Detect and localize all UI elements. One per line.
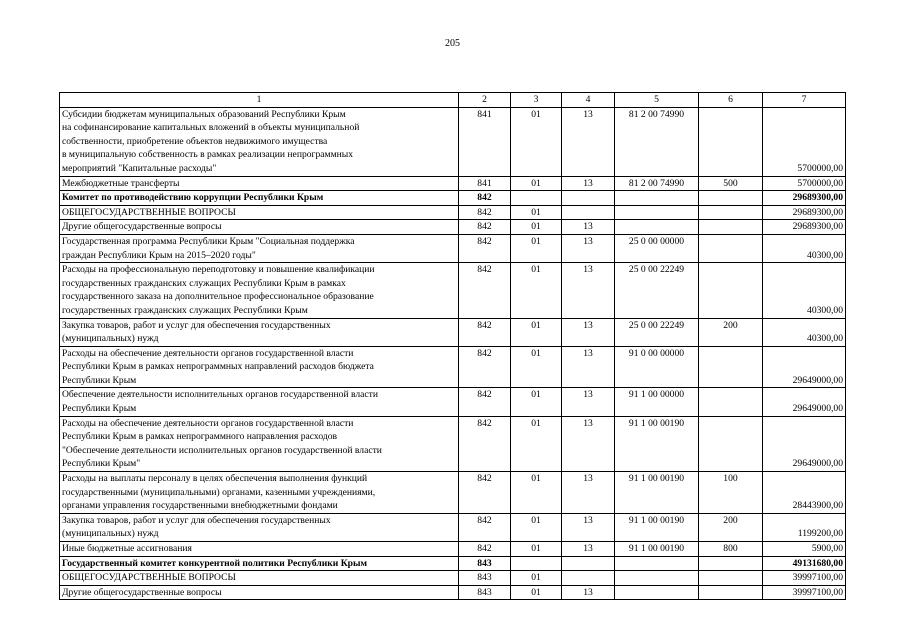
cell-ved: 843: [459, 556, 511, 571]
cell-name: Расходы на обеспечение деятельности органов государственной власти Республики Крым в рамках непрограммного направления расходов "Обеспечение деятельности исполнительных органов государственной власти Республики Крым": [60, 416, 459, 471]
table-row: [60, 542, 846, 557]
cell-subsection: 13: [562, 234, 615, 262]
cell-expense-type: [699, 191, 763, 206]
table-row: [60, 176, 846, 191]
cell-expense-type: [699, 585, 763, 600]
cell-target-article: [615, 585, 699, 600]
cell-target-article: 81 2 00 74990: [615, 176, 699, 191]
cell-section: 01: [511, 513, 562, 541]
cell-target-article: [615, 571, 699, 586]
cell-name: Государственный комитет конкурентной политики Республики Крым: [60, 556, 459, 571]
header-col-6: 6: [699, 93, 763, 108]
cell-section: [511, 191, 562, 206]
cell-expense-type: [699, 107, 763, 176]
cell-expense-type: [699, 388, 763, 416]
cell-subsection: 13: [562, 220, 615, 235]
cell-name: Закупка товаров, работ и услуг для обеспечения государственных (муниципальных) нужд: [60, 513, 459, 541]
cell-amount: 39997100,00: [763, 585, 846, 600]
cell-amount: 40300,00: [763, 234, 846, 262]
cell-subsection: 13: [562, 318, 615, 346]
cell-expense-type: 200: [699, 513, 763, 541]
table-row: [60, 220, 846, 235]
cell-section: 01: [511, 205, 562, 220]
cell-subsection: 13: [562, 346, 615, 388]
cell-expense-type: [699, 346, 763, 388]
cell-amount: 1199200,00: [763, 513, 846, 541]
cell-expense-type: 100: [699, 472, 763, 514]
cell-name: Расходы на обеспечение деятельности органов государственной власти Республики Крым в рамках непрограммных направлений расходов бюджета Республики Крым: [60, 346, 459, 388]
cell-name: Государственная программа Республики Крым "Социальная поддержка граждан Республики Крым на 2015–2020 годы": [60, 234, 459, 262]
table-row: [60, 318, 846, 346]
cell-amount: 49131680,00: [763, 556, 846, 571]
cell-name: Субсидии бюджетам муниципальных образований Республики Крым на софинансирование капитальных вложений в объекты муниципальной собственности, приобретение объектов недвижимого имущества в муниципальную собственность в рамках реализации непрограммных мероприятий "Капитальные расходы": [60, 107, 459, 176]
cell-ved: 843: [459, 585, 511, 600]
cell-target-article: 91 1 00 00190: [615, 542, 699, 557]
cell-target-article: 91 1 00 00190: [615, 416, 699, 471]
cell-ved: 841: [459, 176, 511, 191]
cell-target-article: [615, 556, 699, 571]
header-col-7: 7: [763, 93, 846, 108]
cell-name: Закупка товаров, работ и услуг для обеспечения государственных (муниципальных) нужд: [60, 318, 459, 346]
cell-target-article: 91 1 00 00190: [615, 513, 699, 541]
cell-subsection: [562, 191, 615, 206]
cell-ved: 842: [459, 191, 511, 206]
cell-ved: 842: [459, 318, 511, 346]
cell-subsection: 13: [562, 416, 615, 471]
cell-ved: 842: [459, 416, 511, 471]
cell-target-article: [615, 220, 699, 235]
header-col-2: 2: [459, 93, 511, 108]
table-row: [60, 571, 846, 586]
cell-name: Другие общегосударственные вопросы: [60, 585, 459, 600]
cell-expense-type: 200: [699, 318, 763, 346]
cell-subsection: 13: [562, 388, 615, 416]
cell-ved: 843: [459, 571, 511, 586]
table-row: [60, 513, 846, 541]
cell-expense-type: 500: [699, 176, 763, 191]
table-row: [60, 191, 846, 206]
cell-section: 01: [511, 585, 562, 600]
cell-target-article: 25 0 00 00000: [615, 234, 699, 262]
cell-expense-type: [699, 220, 763, 235]
cell-name: Иные бюджетные ассигнования: [60, 542, 459, 557]
cell-section: 01: [511, 220, 562, 235]
cell-name: Обеспечение деятельности исполнительных органов государственной власти Республики Крым: [60, 388, 459, 416]
cell-subsection: 13: [562, 107, 615, 176]
header-col-5: 5: [615, 93, 699, 108]
cell-section: 01: [511, 388, 562, 416]
cell-target-article: 25 0 00 22249: [615, 263, 699, 318]
cell-name: Комитет по противодействию коррупции Республики Крым: [60, 191, 459, 206]
cell-section: 01: [511, 234, 562, 262]
cell-ved: 842: [459, 472, 511, 514]
table-row: [60, 472, 846, 514]
cell-ved: 842: [459, 263, 511, 318]
cell-amount: 29689300,00: [763, 191, 846, 206]
cell-subsection: 13: [562, 176, 615, 191]
cell-name: Расходы на выплаты персоналу в целях обеспечения выполнения функций государственными (муниципальными) органами, казенными учреждениями, органами управления государственными внебюджетными фондами: [60, 472, 459, 514]
table-row: [60, 263, 846, 318]
cell-expense-type: [699, 556, 763, 571]
cell-amount: 5700000,00: [763, 107, 846, 176]
cell-ved: 842: [459, 388, 511, 416]
cell-amount: 29649000,00: [763, 346, 846, 388]
budget-table: [59, 92, 846, 600]
cell-amount: 28443900,00: [763, 472, 846, 514]
cell-ved: 842: [459, 205, 511, 220]
cell-section: 01: [511, 318, 562, 346]
cell-expense-type: 800: [699, 542, 763, 557]
cell-ved: 842: [459, 346, 511, 388]
cell-amount: 40300,00: [763, 263, 846, 318]
cell-target-article: 91 1 00 00000: [615, 388, 699, 416]
cell-subsection: [562, 205, 615, 220]
cell-ved: 842: [459, 542, 511, 557]
cell-target-article: 25 0 00 22249: [615, 318, 699, 346]
cell-ved: 842: [459, 513, 511, 541]
cell-expense-type: [699, 205, 763, 220]
cell-subsection: 13: [562, 263, 615, 318]
cell-amount: 5700000,00: [763, 176, 846, 191]
page-number: 205: [445, 38, 460, 49]
cell-expense-type: [699, 571, 763, 586]
header-col-3: 3: [511, 93, 562, 108]
cell-section: [511, 556, 562, 571]
cell-target-article: [615, 205, 699, 220]
table-row: [60, 556, 846, 571]
cell-name: Другие общегосударственные вопросы: [60, 220, 459, 235]
cell-name: ОБЩЕГОСУДАРСТВЕННЫЕ ВОПРОСЫ: [60, 205, 459, 220]
cell-subsection: [562, 556, 615, 571]
cell-target-article: 91 0 00 00000: [615, 346, 699, 388]
table-row: [60, 234, 846, 262]
cell-expense-type: [699, 234, 763, 262]
cell-section: 01: [511, 346, 562, 388]
table-header-row: [60, 93, 846, 108]
cell-section: 01: [511, 571, 562, 586]
cell-amount: 39997100,00: [763, 571, 846, 586]
cell-subsection: 13: [562, 585, 615, 600]
cell-target-article: 91 1 00 00190: [615, 472, 699, 514]
cell-subsection: 13: [562, 542, 615, 557]
cell-name: Расходы на профессиональную переподготовку и повышение квалификации государственных гражданских служащих Республики Крым в рамках государственного заказа на дополнительное профессиональное образование государственных гражданских служащих Республики Крым: [60, 263, 459, 318]
cell-amount: 29689300,00: [763, 205, 846, 220]
cell-ved: 841: [459, 107, 511, 176]
cell-subsection: 13: [562, 513, 615, 541]
cell-ved: 842: [459, 234, 511, 262]
cell-target-article: [615, 191, 699, 206]
cell-subsection: [562, 571, 615, 586]
cell-section: 01: [511, 176, 562, 191]
table-row: [60, 416, 846, 471]
cell-name: Межбюджетные трансферты: [60, 176, 459, 191]
cell-amount: 5900,00: [763, 542, 846, 557]
cell-subsection: 13: [562, 472, 615, 514]
header-col-4: 4: [562, 93, 615, 108]
table-row: [60, 346, 846, 388]
header-col-1: 1: [60, 93, 459, 108]
table-row: [60, 388, 846, 416]
table-row: [60, 205, 846, 220]
cell-section: 01: [511, 263, 562, 318]
cell-amount: 29689300,00: [763, 220, 846, 235]
cell-section: 01: [511, 542, 562, 557]
cell-name: ОБЩЕГОСУДАРСТВЕННЫЕ ВОПРОСЫ: [60, 571, 459, 586]
cell-expense-type: [699, 416, 763, 471]
cell-section: 01: [511, 472, 562, 514]
cell-section: 01: [511, 107, 562, 176]
cell-ved: 842: [459, 220, 511, 235]
cell-amount: 29649000,00: [763, 388, 846, 416]
table-row: [60, 585, 846, 600]
cell-amount: 29649000,00: [763, 416, 846, 471]
cell-expense-type: [699, 263, 763, 318]
cell-amount: 40300,00: [763, 318, 846, 346]
cell-target-article: 81 2 00 74990: [615, 107, 699, 176]
cell-section: 01: [511, 416, 562, 471]
table-row: [60, 107, 846, 176]
